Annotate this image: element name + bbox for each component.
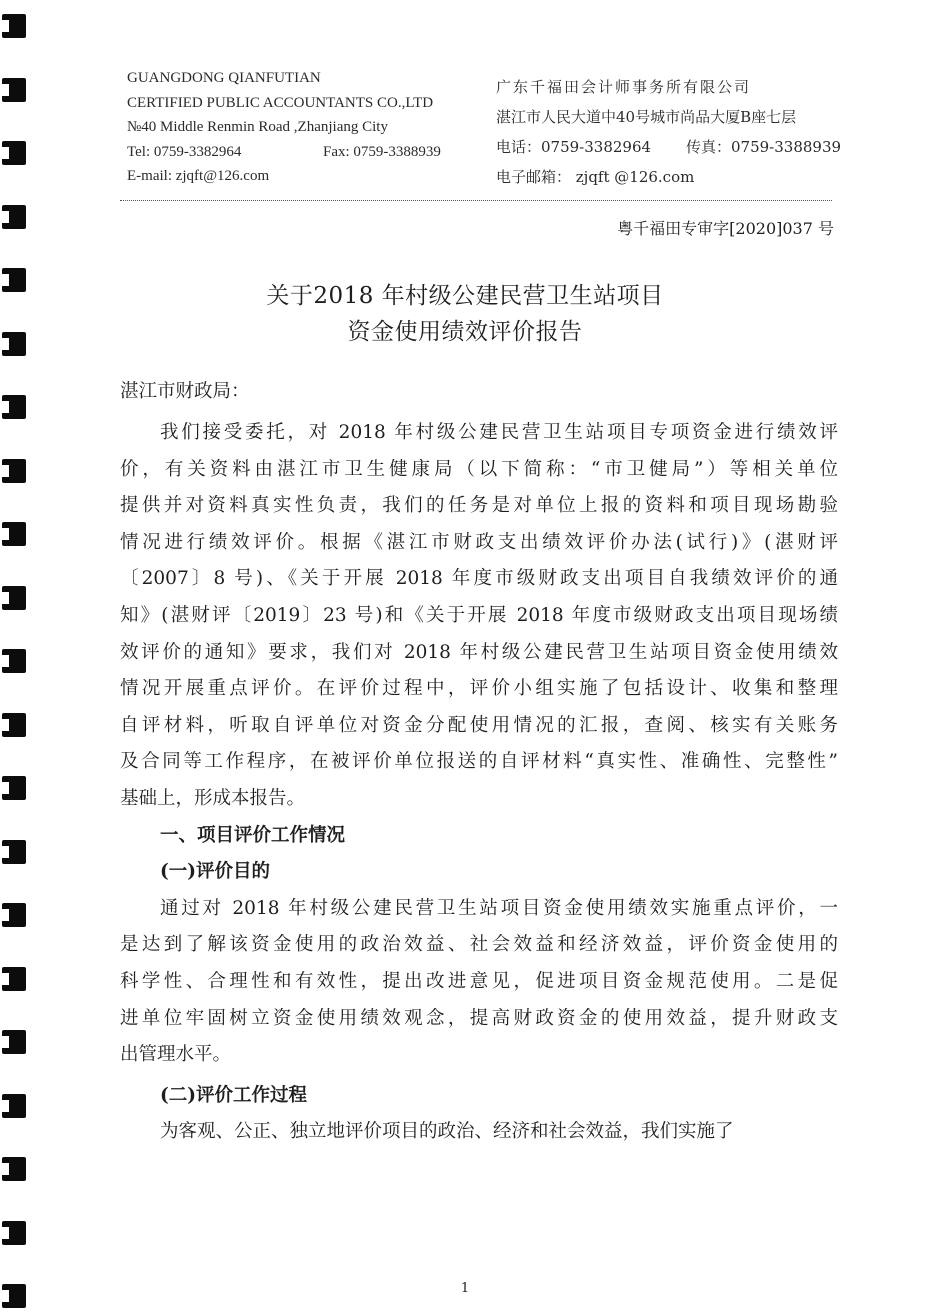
paragraph-line: 我们接受委托，对 2018 年村级公建民营卫生站项目专项资金进行绩效评	[160, 422, 838, 443]
binding-hole	[2, 1221, 26, 1245]
paragraph-line: 通过对 2018 年村级公建民营卫生站项目资金使用绩效实施重点评价，一	[160, 897, 838, 919]
paragraph-line: 科学性、合理性和有效性，提出改进意见，促进项目资金规范使用。二是促	[120, 970, 838, 992]
paragraph-line: 自评材料，听取自评单位对资金分配使用情况的汇报，查阅、核实有关账务	[120, 714, 838, 736]
fax-en: Fax: 0759-3388939	[323, 143, 441, 160]
paragraph-line: 出管理水平。	[120, 1044, 232, 1066]
company-type-en: CERTIFIED PUBLIC ACCOUNTANTS CO.,LTD	[127, 94, 434, 111]
binding-hole	[2, 522, 26, 546]
paragraph-line: 基础上，形成本报告。	[120, 787, 306, 809]
binding-hole	[2, 586, 26, 610]
salutation: 湛江市财政局：	[120, 381, 250, 402]
binding-hole	[2, 78, 26, 102]
binding-hole	[2, 1030, 26, 1054]
section-heading: 一、项目评价工作情况	[160, 824, 346, 846]
binding-hole	[2, 459, 26, 483]
tel-en: Tel: 0759-3382964	[127, 143, 242, 160]
binding-hole	[2, 205, 26, 229]
subsection-heading: (一)评价目的	[160, 861, 271, 883]
binding-hole	[2, 14, 26, 38]
binding-hole	[2, 395, 26, 419]
binding-hole	[2, 713, 26, 737]
subsection-heading: (二)评价工作过程	[160, 1084, 308, 1106]
paragraph-line: 进单位牢固树立资金使用绩效观念，提高财政资金的使用效益，提升财政支	[120, 1007, 838, 1029]
binding-hole	[2, 649, 26, 673]
paragraph-line: 为客观、公正、独立地评价项目的政治、经济和社会效益，我们实施了	[160, 1121, 734, 1143]
address-en: №40 Middle Renmin Road ,Zhanjiang City	[127, 119, 388, 135]
paragraph-line: 情况进行绩效评价。根据《湛江市财政支出绩效评价办法(试行)》(湛财评	[120, 531, 838, 553]
binding-hole	[2, 141, 26, 165]
binding-hole	[2, 1094, 26, 1118]
header-divider	[120, 200, 832, 201]
email-cn: 电子邮箱： zjqft @126.com	[496, 168, 695, 186]
fax-cn: 传真：0759-3388939	[686, 138, 842, 156]
email-en: E-mail: zjqft@126.com	[127, 168, 270, 184]
contact-row-cn	[496, 132, 856, 162]
tel-cn: 电话：0759-3382964	[496, 138, 652, 156]
paragraph-line: 效评价的通知》要求，我们对 2018 年村级公建民营卫生站项目资金使用绩效	[120, 641, 838, 663]
document-number: 粤千福田专审字[2020]037 号	[617, 219, 834, 238]
paragraph-line: 提供并对资料真实性负责，我们的任务是对单位上报的资料和项目现场勘验	[120, 495, 838, 517]
company-name-en: GUANGDONG QIANFUTIAN	[127, 70, 321, 86]
paragraph-line: 知》(湛财评〔2019〕23 号)和《关于开展 2018 年度市级财政支出项目现场绩	[120, 604, 838, 626]
header-english	[127, 66, 467, 189]
paragraph-line: 及合同等工作程序，在被评价单位报送的自评材料“真实性、准确性、完整性”	[120, 751, 838, 773]
binding-hole	[2, 967, 26, 991]
binding-hole	[2, 840, 26, 864]
header-chinese	[496, 72, 856, 192]
binding-holes	[0, 0, 34, 1315]
report-title-line1: 关于2018 年村级公建民营卫生站项目	[266, 283, 664, 309]
binding-hole	[2, 776, 26, 800]
paragraph-line: 是达到了解该资金使用的政治效益、社会效益和经济效益，评价资金使用的	[120, 934, 838, 956]
contact-row-en	[127, 140, 467, 165]
paragraph-line: 价，有关资料由湛江市卫生健康局（以下简称：“市卫健局”）等相关单位	[120, 458, 838, 480]
binding-hole	[2, 1157, 26, 1181]
paragraph-line: 〔2007〕8 号)、《关于开展 2018 年度市级财政支出项目自我绩效评价的通	[120, 568, 838, 590]
report-body	[120, 415, 838, 1151]
page-number: 1	[460, 1281, 470, 1296]
binding-hole	[2, 903, 26, 927]
address-cn: 湛江市人民大道中40号城市尚品大厦B座七层	[496, 108, 797, 126]
company-name-cn: 广东千福田会计师事务所有限公司	[496, 78, 752, 96]
paragraph-line: 情况开展重点评价。在评价过程中，评价小组实施了包括设计、收集和整理	[120, 678, 838, 700]
report-title-line2: 资金使用绩效评价报告	[347, 319, 583, 345]
